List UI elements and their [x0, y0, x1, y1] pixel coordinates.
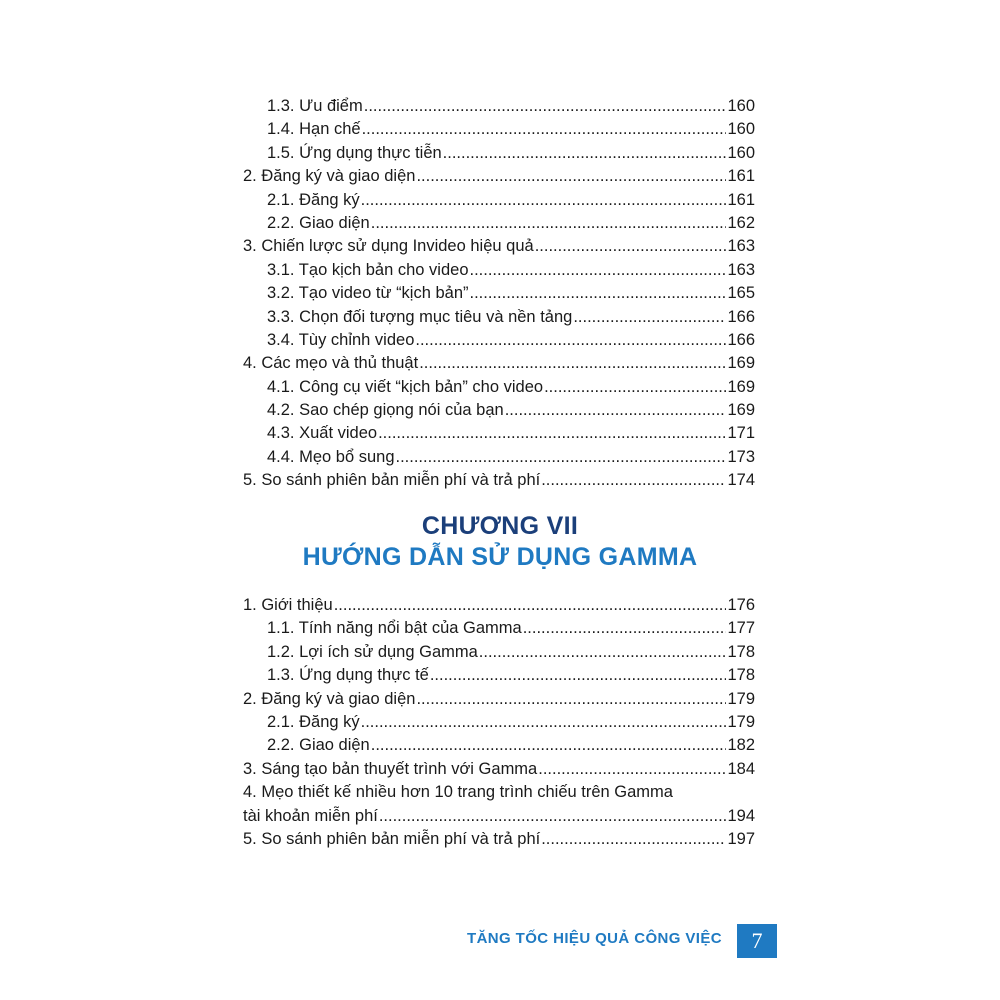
- toc-entry-title: 3.1. Tạo kịch bản cho video: [267, 260, 469, 279]
- toc-leader-dots: [541, 469, 726, 492]
- toc-leader-dots: [544, 376, 726, 399]
- toc-entry: [243, 711, 755, 734]
- toc-entry-title: 2. Đăng ký và giao diện: [243, 167, 416, 186]
- toc-leader-dots: [430, 664, 727, 687]
- toc-entry-title: 2. Đăng ký và giao diện: [243, 689, 416, 708]
- toc-leader-dots: [362, 118, 727, 141]
- toc-leader-dots: [361, 711, 727, 734]
- toc-entry: [243, 118, 755, 141]
- page-number: 7: [737, 924, 777, 958]
- toc-entry: [243, 734, 755, 757]
- toc-entry: [243, 235, 755, 258]
- toc-entry: [243, 189, 755, 212]
- toc-entry: [243, 329, 755, 352]
- toc-entry-page: 178: [727, 666, 755, 685]
- toc-entry-page: 182: [727, 736, 755, 755]
- toc-entry-title: 3.3. Chọn đối tượng mục tiêu và nền tảng: [267, 307, 573, 326]
- toc-entry-page: 160: [727, 143, 755, 162]
- toc-entry: [243, 352, 755, 375]
- toc-entry-title: 1.3. Ưu điểm: [267, 97, 363, 115]
- toc-entry: [243, 446, 755, 469]
- toc-leader-dots: [419, 352, 726, 375]
- toc-leader-dots: [364, 95, 727, 118]
- toc-entry-title: 5. So sánh phiên bản miễn phí và trả phí: [243, 829, 541, 848]
- toc-entry: [243, 617, 755, 640]
- toc-entry-page: 194: [727, 806, 755, 825]
- toc-entry: [243, 805, 755, 828]
- toc-entry-page: 166: [727, 330, 755, 349]
- toc-entry-title: 3.4. Tùy chỉnh video: [267, 330, 415, 349]
- toc-leader-dots: [541, 828, 726, 851]
- toc-entry: [243, 688, 755, 711]
- toc-entry-page: 179: [727, 689, 755, 708]
- toc-entry-title: 3. Chiến lược sử dụng Invideo hiệu quả: [243, 237, 534, 256]
- toc-entry: [243, 781, 755, 804]
- toc-entry-title: 2.1. Đăng ký: [267, 712, 360, 731]
- toc-entry-title: tài khoản miễn phí: [243, 806, 378, 825]
- toc-entry: [243, 664, 755, 687]
- toc-entry-page: 184: [727, 759, 755, 778]
- toc-leader-dots: [505, 399, 727, 422]
- toc-entry: [243, 212, 755, 235]
- toc-leader-dots: [416, 165, 726, 188]
- chapter-title: HƯỚNG DẪN SỬ DỤNG GAMMA: [302, 543, 698, 571]
- toc-leader-dots: [379, 805, 727, 828]
- toc-leader-dots: [371, 734, 727, 757]
- toc-leader-dots: [479, 641, 727, 664]
- toc-entry: [243, 828, 755, 851]
- toc-entry-page: 161: [727, 190, 755, 209]
- toc-leader-dots: [470, 259, 727, 282]
- toc-entry-title: 2.2. Giao diện: [267, 213, 370, 232]
- toc-entry-title: 1. Giới thiệu: [243, 596, 333, 614]
- toc-entry-title: 4.3. Xuất video: [267, 424, 378, 443]
- toc-entry-title: 4.1. Công cụ viết “kịch bản” cho video: [267, 377, 544, 396]
- toc-entry-title: 1.2. Lợi ích sử dụng Gamma: [267, 642, 478, 661]
- toc-entry: [243, 469, 755, 492]
- toc-entry: [243, 641, 755, 664]
- toc-leader-dots: [573, 306, 726, 329]
- toc-entry-page: 171: [727, 424, 755, 443]
- toc-leader-dots: [470, 282, 727, 305]
- toc-entry-page: 165: [727, 284, 755, 303]
- toc-entry-page: 169: [727, 354, 755, 373]
- toc-entry-title: 4.4. Mẹo bổ sung: [267, 447, 395, 466]
- toc-entry-page: 177: [727, 619, 755, 638]
- toc-entry: [243, 259, 755, 282]
- toc-entry-title: 4.2. Sao chép giọng nói của bạn: [267, 401, 504, 420]
- toc-entry-page: 161: [727, 167, 755, 186]
- toc-entry: [243, 422, 755, 445]
- toc-entry: [243, 594, 755, 617]
- toc-entry: [243, 282, 755, 305]
- toc-section-bottom: [243, 594, 755, 851]
- toc-leader-dots: [361, 189, 727, 212]
- toc-leader-dots: [415, 329, 726, 352]
- toc-entry: [243, 142, 755, 165]
- toc-entry-page: 163: [727, 237, 755, 256]
- toc-entry-page: 169: [727, 377, 755, 396]
- toc-entry-title: 3.2. Tạo video từ “kịch bản”: [267, 284, 469, 303]
- toc-entry-page: 176: [727, 596, 755, 614]
- toc-entry: [243, 758, 755, 781]
- toc-entry: [243, 399, 755, 422]
- toc-entry-title: 1.1. Tính năng nổi bật của Gamma: [267, 619, 522, 638]
- toc-entry-page: 162: [727, 213, 755, 232]
- toc-leader-dots: [523, 617, 727, 640]
- toc-leader-dots: [538, 758, 726, 781]
- toc-entry-title: 1.4. Hạn chế: [267, 120, 361, 139]
- toc-entry-page: 174: [727, 471, 755, 490]
- toc-leader-dots: [443, 142, 727, 165]
- toc-entry-title: 3. Sáng tạo bản thuyết trình với Gamma: [243, 759, 538, 778]
- toc-leader-dots: [396, 446, 727, 469]
- toc-entry-page: 163: [727, 260, 755, 279]
- toc-leader-dots: [378, 422, 726, 445]
- toc-leader-dots: [535, 235, 727, 258]
- chapter-number: CHƯƠNG VII: [421, 512, 579, 540]
- toc-entry-title: 5. So sánh phiên bản miễn phí và trả phí: [243, 471, 541, 490]
- toc-entry-page: 160: [727, 97, 755, 115]
- toc-entry-page: 197: [727, 829, 755, 848]
- toc-leader-dots: [371, 212, 727, 235]
- toc-leader-dots: [334, 594, 727, 617]
- toc-entry-page: 173: [727, 447, 755, 466]
- toc-entry-page: 166: [727, 307, 755, 326]
- toc-entry-title: 1.3. Ứng dụng thực tế: [267, 666, 429, 685]
- toc-entry-page: 179: [727, 712, 755, 731]
- toc-entry-page: 160: [727, 120, 755, 139]
- running-title: TĂNG TỐC HIỆU QUẢ CÔNG VIỆC: [467, 930, 722, 947]
- toc-leader-dots: [416, 688, 726, 711]
- toc-entry: [243, 376, 755, 399]
- toc-entry-title: 4. Các mẹo và thủ thuật: [243, 354, 419, 373]
- toc-entry-page: 169: [727, 401, 755, 420]
- toc-entry-title: 4. Mẹo thiết kế nhiều hơn 10 trang trình chiếu trên Gamma: [243, 783, 673, 802]
- toc-entry: [243, 165, 755, 188]
- toc-section-top: [243, 95, 755, 493]
- toc-entry-title: 2.1. Đăng ký: [267, 190, 360, 209]
- toc-entry-title: 1.5. Ứng dụng thực tiễn: [267, 143, 442, 162]
- toc-entry-page: 178: [727, 642, 755, 661]
- toc-entry: [243, 306, 755, 329]
- toc-entry: [243, 95, 755, 118]
- toc-entry-title: 2.2. Giao diện: [267, 736, 370, 755]
